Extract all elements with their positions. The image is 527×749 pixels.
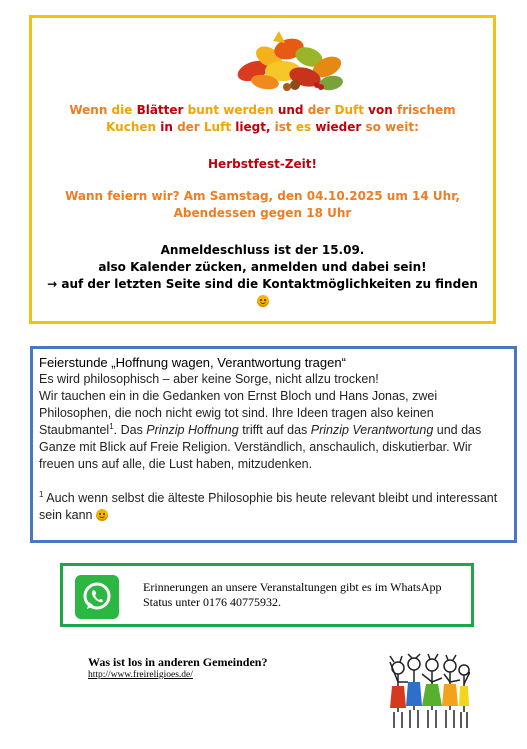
intro-word: liegt,: [235, 120, 275, 134]
stick-figures-image: [388, 652, 470, 732]
intro-word: Blätter: [136, 103, 188, 117]
intro-word: es: [295, 120, 316, 134]
body-part: Wir tauchen ein in die Gedanken von Ernst Bloch und Hans Jonas, zwei Philosophen, die noch nicht ewig tot sind. Ihre Ideen tragen also keinen Staubmantel: [39, 389, 438, 437]
italic-term: Prinzip Hoffnung: [146, 423, 239, 437]
intro-word: wieder: [315, 120, 366, 134]
body-part: trifft auf das: [238, 423, 311, 437]
smiley-icon: [257, 295, 269, 307]
footnote-text: Auch wenn selbst die älteste Philosophie bis heute relevant bleibt und interessant sein kann: [39, 491, 498, 522]
intro-word: in: [160, 120, 178, 134]
intro-word: die: [111, 103, 137, 117]
footnote: [39, 490, 508, 524]
intro-word: ist: [274, 120, 296, 134]
intro-word: frischem: [396, 103, 456, 117]
event-date-line: Wann feiern wir? Am Samstag, den 04.10.2025 um 14 Uhr,: [65, 189, 460, 203]
intro-word: der: [307, 103, 335, 117]
intro-text: [32, 102, 493, 136]
ceremony-intro: Es wird philosophisch – aber keine Sorge, nicht allzu trocken!: [39, 372, 379, 386]
footnote-mark: 1: [39, 489, 44, 499]
registration-call: also Kalender zücken, anmelden und dabei sein!: [98, 260, 427, 274]
whatsapp-text: Erinnerungen an unsere Veranstaltungen gibt es im WhatsApp Status unter 0176 40775932.: [143, 580, 442, 609]
intro-word: Luft: [203, 120, 236, 134]
whatsapp-box: [60, 563, 474, 627]
feierstunde-box: [30, 346, 517, 543]
intro-word: und: [277, 103, 308, 117]
dinner-time-line: Abendessen gegen 18 Uhr: [173, 206, 352, 220]
autumn-leaves-image: [233, 27, 351, 99]
whatsapp-icon: [75, 575, 119, 619]
intro-word: so weit:: [365, 120, 419, 134]
registration-info: [32, 242, 493, 310]
intro-word: von: [368, 103, 397, 117]
body-part: und das Ganze mit Blick auf Freie Religion. Verständlich, anschaulich, diskutierbar. Wir freuen uns auf alle, die Lust haben, mitzudenken.: [39, 423, 482, 471]
event-date-info: [32, 188, 493, 222]
ceremony-body: [39, 388, 508, 473]
other-communities-title: Was ist los in anderen Gemeinden?: [88, 655, 268, 669]
fest-title: Herbstfest-Zeit!: [208, 157, 317, 171]
ceremony-title: Feierstunde „Hoffnung wagen, Verantwortung tragen“: [39, 355, 346, 370]
contact-hint: → auf der letzten Seite sind die Kontaktmöglichkeiten zu finden: [47, 277, 478, 291]
body-part: . Das: [113, 423, 147, 437]
italic-term: Prinzip Verantwortung: [310, 423, 434, 437]
registration-deadline: Anmeldeschluss ist der 15.09.: [160, 243, 365, 257]
freireligioes-link[interactable]: http://www.freireligioes.de/: [88, 670, 193, 680]
intro-word: bunt werden: [187, 103, 278, 117]
herbstfest-box: [29, 15, 496, 324]
wink-smiley-icon: [96, 509, 108, 521]
intro-word: Wenn: [69, 103, 112, 117]
footnote-mark: 1: [109, 421, 114, 431]
intro-word: der: [177, 120, 204, 134]
intro-word: Kuchen: [106, 120, 161, 134]
intro-word: Duft: [334, 103, 369, 117]
